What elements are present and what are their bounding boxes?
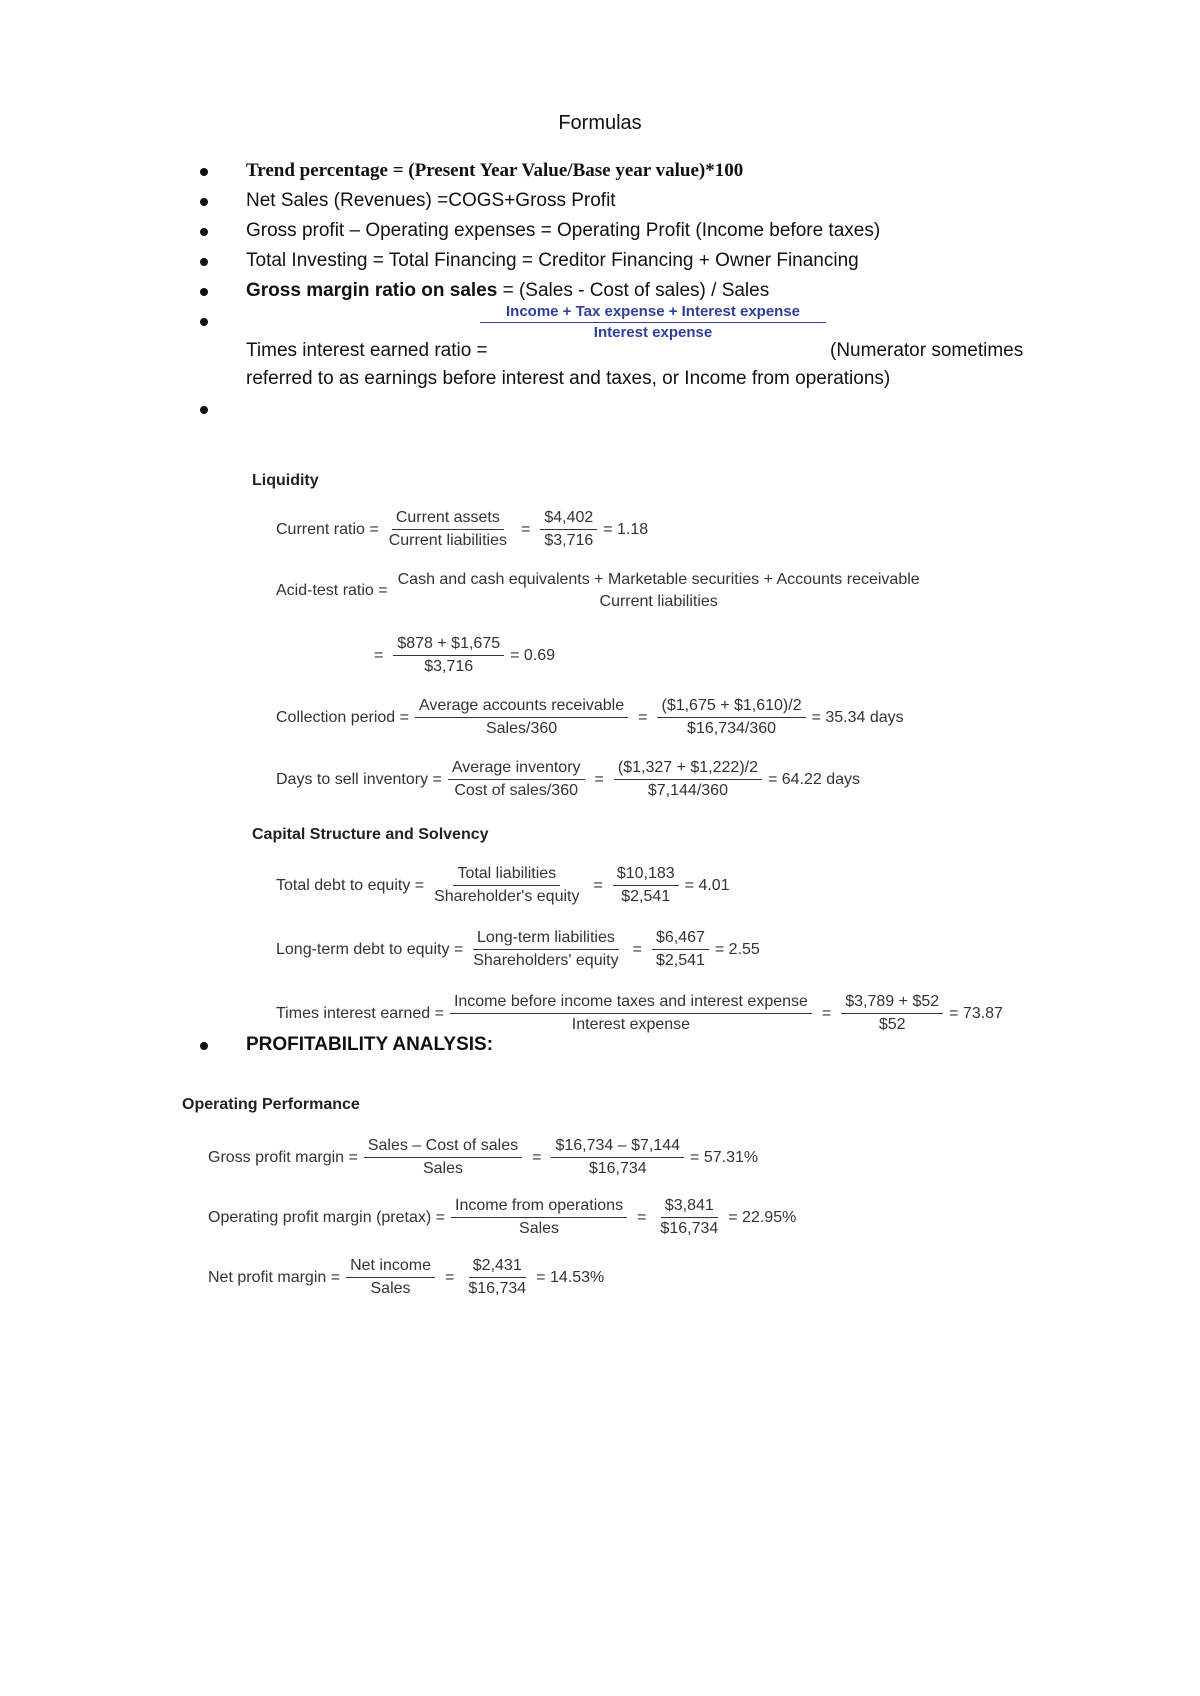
formula-result: = 0.69 <box>510 646 556 664</box>
capital-structure-heading: Capital Structure and Solvency <box>252 826 489 843</box>
equals-sign: = <box>594 770 604 788</box>
formula-label: Days to sell inventory = <box>276 770 442 788</box>
denominator: $16,734/360 <box>687 720 777 737</box>
numerator: ($1,675 + $1,610)/2 <box>657 696 805 718</box>
numerator: Long-term liabilities <box>473 928 619 950</box>
long-term-debt-to-equity-formula <box>276 928 760 971</box>
denominator: $3,716 <box>544 532 594 549</box>
tie-numerator: Income + Tax expense + Interest expense <box>505 303 801 320</box>
denominator: Shareholder's equity <box>434 888 580 905</box>
fraction <box>430 864 583 907</box>
fraction <box>448 758 585 801</box>
denominator: $16,734 <box>660 1220 719 1237</box>
fraction-line <box>480 322 826 323</box>
days-to-sell-inventory-formula <box>276 758 860 801</box>
formula-label: Gross profit margin = <box>208 1148 358 1166</box>
formula-label: Current ratio = <box>276 520 379 538</box>
tie-denominator: Interest expense <box>593 324 713 341</box>
collection-period-formula <box>276 696 904 739</box>
bullet-gross-margin <box>198 276 1078 306</box>
formula-label: Acid-test ratio = <box>276 582 388 599</box>
numerator: Average accounts receivable <box>415 696 628 718</box>
denominator: Cost of sales/360 <box>454 782 578 799</box>
value-fraction <box>464 1256 530 1299</box>
gross-margin-term: Gross margin ratio on sales <box>246 280 498 301</box>
denominator: Shareholders' equity <box>473 952 619 969</box>
numerator: $3,789 + $52 <box>841 992 943 1014</box>
acid-test-values <box>370 634 555 677</box>
value-fraction <box>652 928 709 971</box>
net-profit-margin-formula <box>208 1256 604 1299</box>
bullet-gross-profit: Gross profit – Operating expenses = Operating Profit (Income before taxes) <box>198 216 1078 246</box>
bullet-empty <box>198 394 1078 424</box>
denominator: Sales <box>422 1160 463 1177</box>
numerator: $6,467 <box>652 928 709 950</box>
value-fraction <box>613 864 679 907</box>
formula-result: = 22.95% <box>728 1208 797 1226</box>
formula-result: = 14.53% <box>536 1268 605 1286</box>
denominator: Current liabilities <box>599 593 718 610</box>
numerator: Income from operations <box>451 1196 627 1218</box>
liquidity-heading: Liquidity <box>252 472 319 489</box>
numerator: $16,734 – $7,144 <box>551 1136 684 1158</box>
denominator: $52 <box>878 1016 906 1033</box>
numerator: $3,841 <box>661 1196 718 1218</box>
numerator: $4,402 <box>540 508 597 530</box>
formula-label: Net profit margin = <box>208 1268 341 1286</box>
formula-result: = 2.55 <box>714 940 760 958</box>
gross-profit-margin-formula <box>208 1136 758 1179</box>
equals-sign: = <box>532 1148 542 1166</box>
numerator: Income before income taxes and interest expense <box>450 992 812 1014</box>
value-fraction <box>540 508 597 551</box>
equals-sign: = <box>638 708 648 726</box>
fraction <box>451 1196 627 1239</box>
formula-result: = 57.31% <box>690 1148 759 1166</box>
equals-sign: = <box>637 1208 647 1226</box>
denominator: $16,734 <box>588 1160 647 1177</box>
tie-fraction <box>480 303 826 342</box>
equals-sign: = <box>374 646 384 664</box>
denominator: $7,144/360 <box>647 782 728 799</box>
numerator: $878 + $1,675 <box>393 634 504 656</box>
denominator: $2,541 <box>655 952 705 969</box>
formula-result: = 1.18 <box>603 520 649 538</box>
formula-label: Collection period = <box>276 708 409 726</box>
formula-label: Long-term debt to equity = <box>276 940 464 958</box>
equals-sign: = <box>632 940 642 958</box>
denominator: Sales/360 <box>485 720 558 737</box>
equals-sign: = <box>520 520 531 538</box>
numerator: Average inventory <box>448 758 585 780</box>
fraction <box>469 928 622 971</box>
formula-label: Operating profit margin (pretax) = <box>208 1208 445 1226</box>
tie-label: Times interest earned ratio = <box>246 340 488 361</box>
tie-note: (Numerator sometimes <box>830 340 1024 361</box>
denominator: Sales <box>370 1280 411 1297</box>
denominator: $3,716 <box>424 658 474 675</box>
numerator: Sales – Cost of sales <box>364 1136 522 1158</box>
formula-result: = 4.01 <box>684 876 730 894</box>
value-fraction <box>551 1136 684 1179</box>
operating-performance-heading: Operating Performance <box>182 1096 360 1113</box>
equals-sign: = <box>593 876 603 894</box>
fraction <box>385 508 511 551</box>
denominator: Current liabilities <box>388 532 507 549</box>
equals-sign: = <box>821 1004 832 1022</box>
bullet-total-investing: Total Investing = Total Financing = Creditor Financing + Owner Financing <box>198 246 1078 276</box>
value-fraction <box>393 634 504 677</box>
fraction <box>415 696 628 739</box>
formula-label: Total debt to equity = <box>276 876 425 894</box>
numerator: Total liabilities <box>453 864 560 886</box>
formula-result: = 64.22 days <box>767 770 861 788</box>
formula-bullet-list <box>198 156 1078 424</box>
value-fraction <box>657 696 805 739</box>
bullet-trend-percentage: Trend percentage = (Present Year Value/Base year value)*100 <box>198 156 1078 186</box>
fraction <box>450 992 812 1035</box>
denominator: Sales <box>519 1220 560 1237</box>
value-fraction <box>614 758 762 801</box>
formula-result: = 35.34 days <box>811 708 904 726</box>
formula-result: = 73.87 <box>949 1004 1003 1022</box>
page-title: Formulas <box>558 112 642 134</box>
tie-note-continued: referred to as earnings before interest and taxes, or Income from operations) <box>246 368 891 389</box>
fraction <box>346 1256 435 1299</box>
denominator: Interest expense <box>571 1016 691 1033</box>
formula-label: Times interest earned = <box>276 1004 444 1022</box>
gross-margin-formula: = (Sales - Cost of sales) / Sales <box>497 280 770 301</box>
total-debt-to-equity-formula <box>276 864 730 907</box>
bullet-net-sales: Net Sales (Revenues) =COGS+Gross Profit <box>198 186 1078 216</box>
value-fraction <box>841 992 943 1035</box>
denominator: $2,541 <box>621 888 671 905</box>
acid-test-formula <box>276 570 930 612</box>
numerator: ($1,327 + $1,222)/2 <box>614 758 762 780</box>
bullet-times-interest-earned <box>198 303 1078 394</box>
fraction <box>364 1136 522 1179</box>
operating-profit-margin-formula <box>208 1196 796 1239</box>
equals-sign: = <box>444 1268 455 1286</box>
numerator: Cash and cash equivalents + Marketable securities + Accounts receivable <box>397 571 920 588</box>
denominator: $16,734 <box>468 1280 527 1297</box>
numerator: Net income <box>346 1256 435 1278</box>
current-ratio-formula <box>276 508 648 551</box>
profitability-analysis-bullet: PROFITABILITY ANALYSIS: <box>198 1034 493 1056</box>
numerator: $10,183 <box>613 864 679 886</box>
numerator: $2,431 <box>469 1256 526 1278</box>
times-interest-earned-formula <box>276 992 1003 1035</box>
fraction <box>394 570 924 612</box>
numerator: Current assets <box>392 508 504 530</box>
value-fraction <box>656 1196 722 1239</box>
